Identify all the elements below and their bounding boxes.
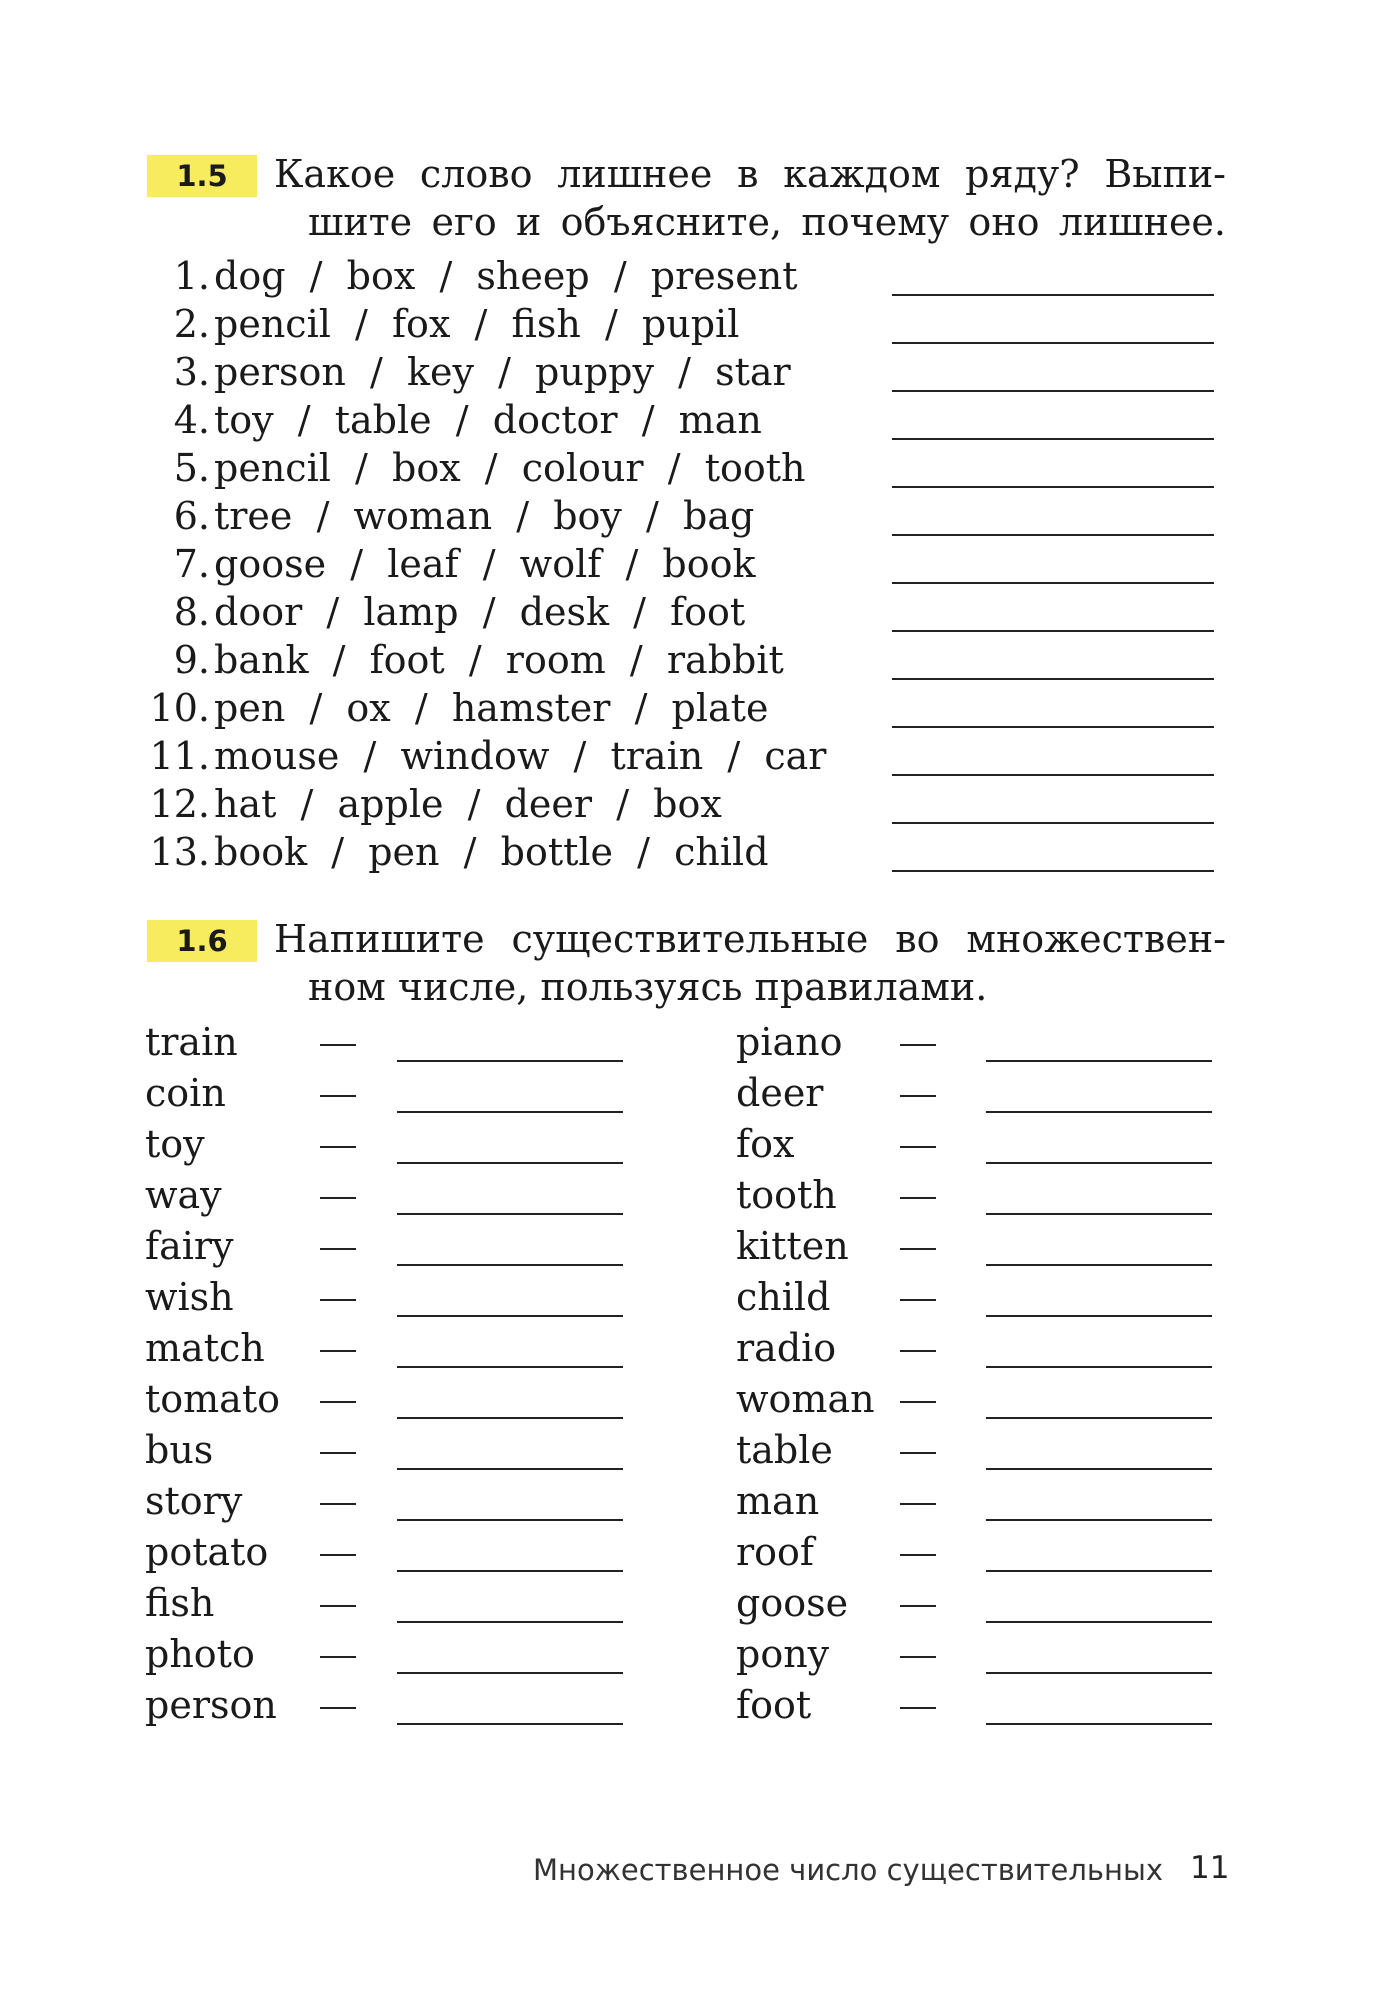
exercise-1-6-instruction-line2: ном числе, пользуясь правилами. [308,965,988,1009]
plural-answer-line[interactable] [986,1264,1212,1266]
plural-answer-line[interactable] [986,1060,1212,1062]
answer-line[interactable] [892,630,1214,632]
singular-noun: kitten [736,1224,849,1268]
plural-answer-line[interactable] [397,1060,623,1062]
plural-answer-line[interactable] [397,1162,623,1164]
row-words: bank / foot / room / rabbit [214,638,784,682]
em-dash [320,1248,356,1250]
em-dash [900,1299,936,1301]
em-dash [320,1605,356,1607]
answer-line[interactable] [892,678,1214,680]
plural-answer-line[interactable] [397,1315,623,1317]
plural-answer-line[interactable] [397,1366,623,1368]
singular-noun: fish [145,1581,215,1625]
em-dash [900,1248,936,1250]
plural-answer-line[interactable] [397,1264,623,1266]
em-dash [320,1452,356,1454]
row-number: 13. [149,830,210,874]
plural-answer-line[interactable] [986,1162,1212,1164]
singular-noun: bus [145,1428,214,1472]
answer-line[interactable] [892,390,1214,392]
answer-line[interactable] [892,438,1214,440]
em-dash [900,1146,936,1148]
row-number: 1. [173,254,210,298]
singular-noun: foot [736,1683,812,1727]
plural-answer-line[interactable] [397,1621,623,1623]
plural-answer-line[interactable] [986,1366,1212,1368]
singular-noun: pony [736,1632,830,1676]
plural-answer-line[interactable] [397,1417,623,1419]
row-words: toy / table / doctor / man [214,398,762,442]
plural-answer-line[interactable] [986,1723,1212,1725]
em-dash [900,1095,936,1097]
em-dash [320,1707,356,1709]
singular-noun: person [145,1683,277,1727]
singular-noun: photo [145,1632,255,1676]
singular-noun: fairy [145,1224,234,1268]
answer-line[interactable] [892,294,1214,296]
row-number: 7. [173,542,210,586]
em-dash [320,1146,356,1148]
row-words: pencil / fox / fish / pupil [214,302,740,346]
row-number: 12. [149,782,210,826]
singular-noun: piano [736,1020,843,1064]
singular-noun: match [145,1326,265,1370]
row-words: pen / ox / hamster / plate [214,686,769,730]
row-number: 6. [173,494,210,538]
exercise-1-6-number: 1.6 [147,920,257,962]
singular-noun: radio [736,1326,837,1370]
row-number: 2. [173,302,210,346]
plural-answer-line[interactable] [397,1111,623,1113]
exercise-1-5-instruction-line1: Какое слово лишнее в каждом ряду? Выпи- [274,152,1226,196]
singular-noun: coin [145,1071,226,1115]
plural-answer-line[interactable] [397,1213,623,1215]
em-dash [900,1401,936,1403]
row-number: 4. [173,398,210,442]
singular-noun: way [145,1173,222,1217]
plural-answer-line[interactable] [397,1570,623,1572]
plural-answer-line[interactable] [397,1723,623,1725]
em-dash [320,1350,356,1352]
answer-line[interactable] [892,726,1214,728]
answer-line[interactable] [892,534,1214,536]
em-dash [900,1656,936,1658]
plural-answer-line[interactable] [986,1519,1212,1521]
plural-answer-line[interactable] [986,1621,1212,1623]
row-words: door / lamp / desk / foot [214,590,746,634]
em-dash [320,1044,356,1046]
row-words: dog / box / sheep / present [214,254,798,298]
plural-answer-line[interactable] [986,1468,1212,1470]
page-number: 11 [1190,1850,1230,1886]
em-dash [320,1197,356,1199]
plural-answer-line[interactable] [986,1315,1212,1317]
em-dash [900,1452,936,1454]
singular-noun: goose [736,1581,849,1625]
em-dash [320,1401,356,1403]
answer-line[interactable] [892,486,1214,488]
row-number: 10. [149,686,210,730]
row-words: goose / leaf / wolf / book [214,542,756,586]
em-dash [320,1503,356,1505]
row-number: 11. [149,734,210,778]
plural-answer-line[interactable] [397,1519,623,1521]
em-dash [320,1299,356,1301]
em-dash [900,1554,936,1556]
singular-noun: woman [736,1377,875,1421]
exercise-1-6-instruction-line1: Напишите существительные во множествен- [274,917,1226,961]
row-number: 8. [173,590,210,634]
singular-noun: wish [145,1275,234,1319]
row-number: 5. [173,446,210,490]
em-dash [900,1350,936,1352]
row-words: person / key / puppy / star [214,350,791,394]
plural-answer-line[interactable] [986,1570,1212,1572]
row-words: tree / woman / boy / bag [214,494,755,538]
row-number: 3. [173,350,210,394]
singular-noun: tooth [736,1173,837,1217]
singular-noun: story [145,1479,243,1523]
em-dash [320,1656,356,1658]
footer-section-title: Множественное число существительных [533,1853,1164,1887]
row-words: book / pen / bottle / child [214,830,769,874]
singular-noun: toy [145,1122,205,1166]
answer-line[interactable] [892,342,1214,344]
em-dash [900,1503,936,1505]
singular-noun: table [736,1428,833,1472]
plural-answer-line[interactable] [397,1672,623,1674]
em-dash [900,1707,936,1709]
row-words: hat / apple / deer / box [214,782,722,826]
em-dash [320,1095,356,1097]
answer-line[interactable] [892,582,1214,584]
singular-noun: train [145,1020,238,1064]
exercise-1-5-number: 1.5 [147,155,257,197]
singular-noun: potato [145,1530,269,1574]
singular-noun: man [736,1479,820,1523]
plural-answer-line[interactable] [397,1468,623,1470]
singular-noun: deer [736,1071,824,1115]
singular-noun: tomato [145,1377,280,1421]
row-number: 9. [173,638,210,682]
plural-answer-line[interactable] [986,1672,1212,1674]
plural-answer-line[interactable] [986,1417,1212,1419]
em-dash [320,1554,356,1556]
answer-line[interactable] [892,822,1214,824]
plural-answer-line[interactable] [986,1111,1212,1113]
singular-noun: child [736,1275,831,1319]
row-words: pencil / box / colour / tooth [214,446,806,490]
singular-noun: roof [736,1530,814,1574]
answer-line[interactable] [892,774,1214,776]
row-words: mouse / window / train / car [214,734,827,778]
em-dash [900,1044,936,1046]
answer-line[interactable] [892,870,1214,872]
plural-answer-line[interactable] [986,1213,1212,1215]
singular-noun: fox [736,1122,795,1166]
em-dash [900,1197,936,1199]
exercise-1-5-instruction-line2: шите его и объясните, почему оно лишнее. [308,200,1226,244]
em-dash [900,1605,936,1607]
